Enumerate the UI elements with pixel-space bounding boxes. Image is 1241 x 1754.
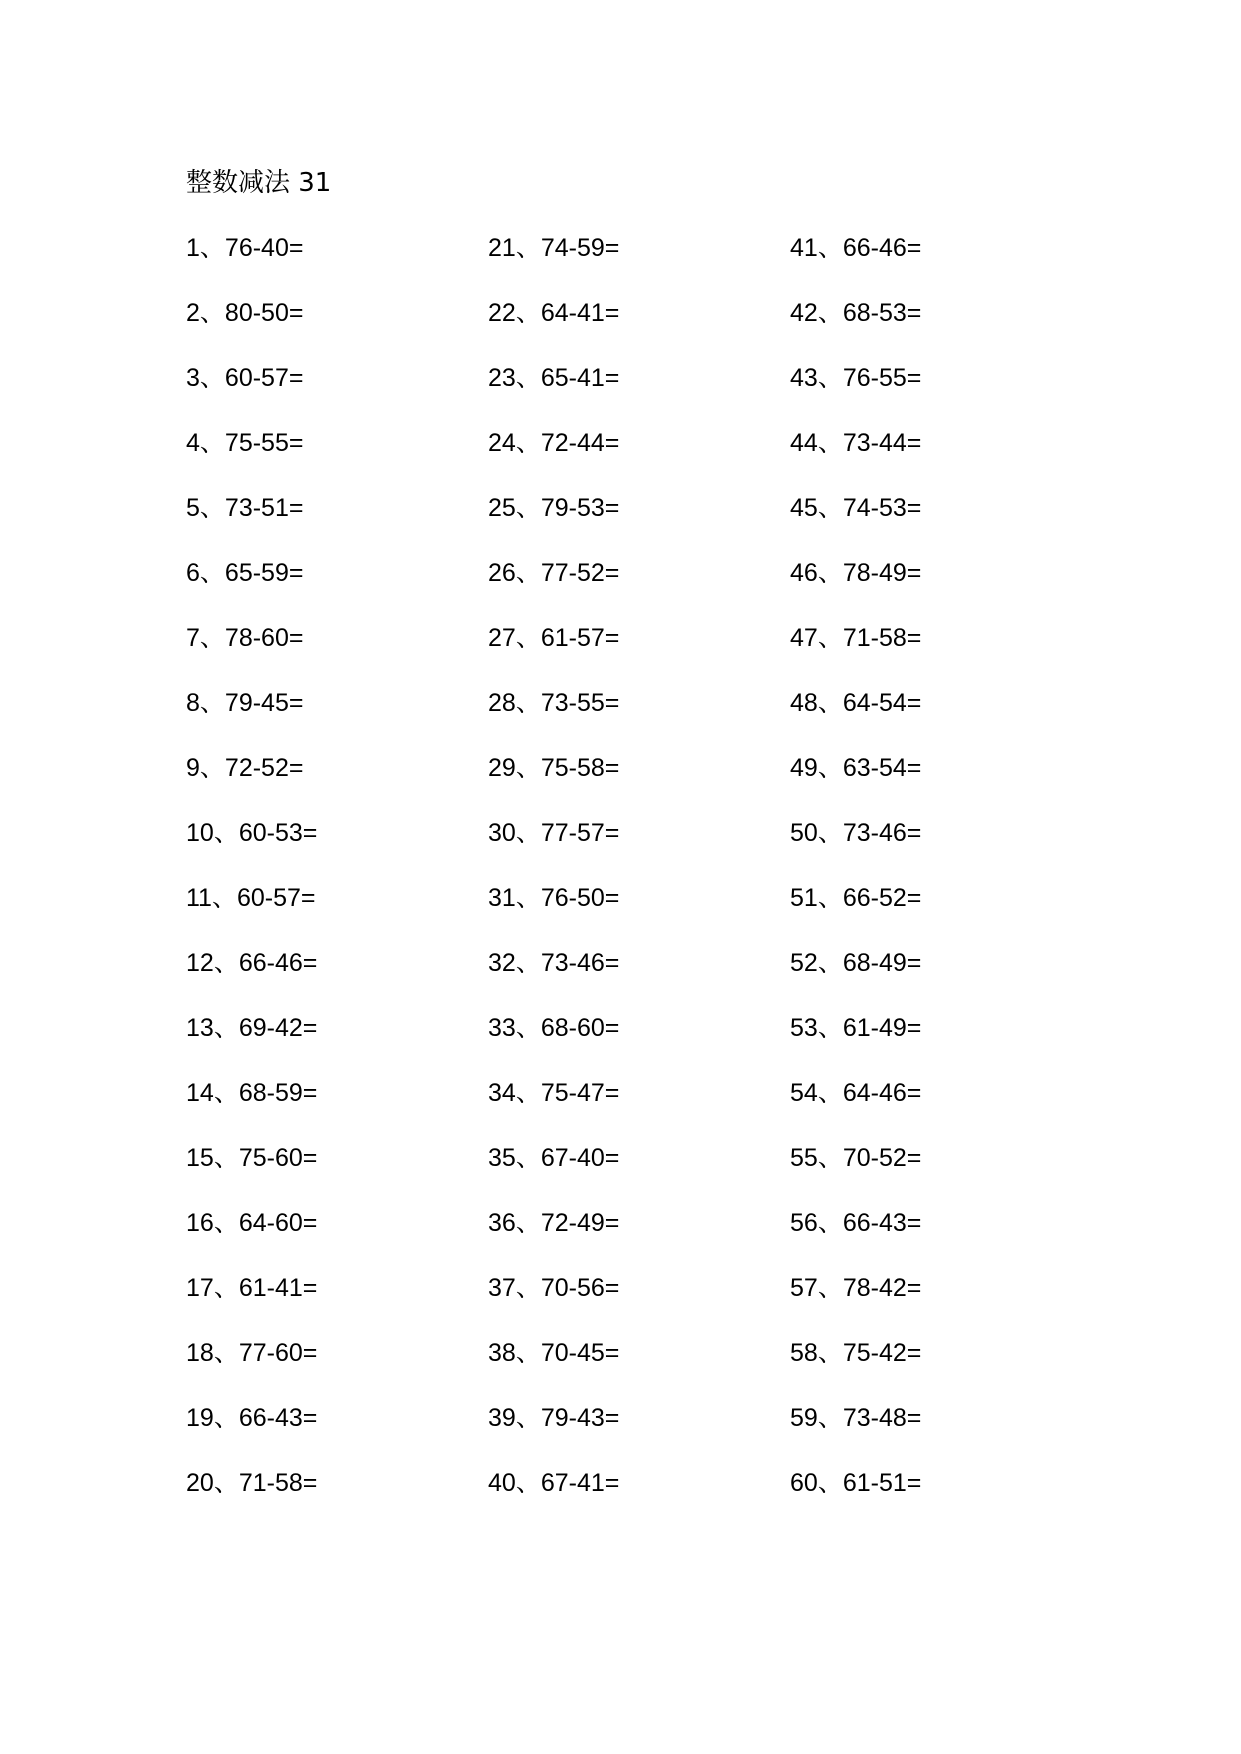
problem-separator: 、 [199, 233, 225, 262]
problem-expression: 66-46= [842, 234, 922, 262]
problem-number: 44 [790, 429, 818, 457]
problem-separator: 、 [515, 233, 541, 262]
problem-item [488, 750, 619, 786]
problem-number: 34 [488, 1079, 516, 1107]
problem-item [186, 815, 317, 851]
problem-item [790, 1270, 921, 1306]
problem-item [186, 1465, 317, 1501]
problem-expression: 63-54= [842, 754, 922, 782]
problem-separator: 、 [515, 1208, 541, 1237]
problem-number: 30 [488, 819, 516, 847]
problem-expression: 78-42= [842, 1274, 922, 1302]
problem-item [186, 1075, 317, 1111]
problem-separator: 、 [817, 1403, 843, 1432]
problem-item [186, 360, 303, 396]
problem-item [186, 1335, 317, 1371]
problem-expression: 68-49= [842, 949, 922, 977]
problem-number: 13 [186, 1014, 214, 1042]
problem-separator: 、 [213, 818, 239, 847]
problem-number: 58 [790, 1339, 818, 1367]
problem-expression: 64-46= [842, 1079, 922, 1107]
problem-item [488, 555, 619, 591]
problem-separator: 、 [199, 363, 225, 392]
problem-number: 1 [186, 234, 200, 262]
problem-number: 35 [488, 1144, 516, 1172]
problem-expression: 60-57= [224, 364, 304, 392]
problem-number: 54 [790, 1079, 818, 1107]
problem-expression: 75-60= [238, 1144, 318, 1172]
problem-expression: 74-59= [540, 234, 620, 262]
problem-item [790, 1075, 921, 1111]
problem-item [488, 620, 619, 656]
problem-item [488, 1270, 619, 1306]
problem-item [488, 425, 619, 461]
problem-number: 49 [790, 754, 818, 782]
problem-expression: 72-52= [224, 754, 304, 782]
problem-number: 23 [488, 364, 516, 392]
problem-number: 37 [488, 1274, 516, 1302]
problem-item [186, 555, 303, 591]
problem-number: 51 [790, 884, 818, 912]
problem-item [186, 295, 303, 331]
problem-number: 6 [186, 559, 200, 587]
problem-expression: 64-60= [238, 1209, 318, 1237]
problem-separator: 、 [817, 1208, 843, 1237]
problem-number: 22 [488, 299, 516, 327]
problem-number: 53 [790, 1014, 818, 1042]
problem-separator: 、 [213, 1013, 239, 1042]
problem-expression: 60-57= [236, 884, 316, 912]
problem-item [790, 1465, 921, 1501]
problem-separator: 、 [199, 493, 225, 522]
problem-expression: 75-58= [540, 754, 620, 782]
problem-separator: 、 [817, 753, 843, 782]
problem-separator: 、 [515, 1143, 541, 1172]
problem-expression: 68-60= [540, 1014, 620, 1042]
problem-number: 42 [790, 299, 818, 327]
problem-expression: 78-60= [224, 624, 304, 652]
problem-separator: 、 [213, 1208, 239, 1237]
problem-expression: 69-42= [238, 1014, 318, 1042]
problem-item [488, 880, 619, 916]
problem-separator: 、 [817, 1273, 843, 1302]
problem-expression: 64-41= [540, 299, 620, 327]
problem-separator: 、 [817, 558, 843, 587]
problem-item [488, 1400, 619, 1436]
problem-number: 59 [790, 1404, 818, 1432]
problem-expression: 61-49= [842, 1014, 922, 1042]
problem-number: 27 [488, 624, 516, 652]
problem-number: 32 [488, 949, 516, 977]
problem-number: 60 [790, 1469, 818, 1497]
problem-expression: 75-55= [224, 429, 304, 457]
problem-separator: 、 [515, 493, 541, 522]
problem-number: 36 [488, 1209, 516, 1237]
problem-expression: 68-53= [842, 299, 922, 327]
problem-number: 38 [488, 1339, 516, 1367]
problem-number: 45 [790, 494, 818, 522]
problem-expression: 73-44= [842, 429, 922, 457]
problem-separator: 、 [817, 363, 843, 392]
problem-expression: 67-41= [540, 1469, 620, 1497]
problem-separator: 、 [515, 948, 541, 977]
problem-separator: 、 [515, 688, 541, 717]
problem-expression: 79-53= [540, 494, 620, 522]
problem-expression: 61-51= [842, 1469, 922, 1497]
problem-expression: 72-44= [540, 429, 620, 457]
problem-item [790, 945, 921, 981]
problem-item [186, 945, 317, 981]
problem-item [186, 1010, 317, 1046]
problem-item [790, 360, 921, 396]
problem-expression: 76-55= [842, 364, 922, 392]
problem-number: 39 [488, 1404, 516, 1432]
problem-item [790, 1140, 921, 1176]
problem-item [186, 750, 303, 786]
problem-item [790, 1010, 921, 1046]
problem-separator: 、 [213, 1338, 239, 1367]
problem-number: 41 [790, 234, 818, 262]
problem-expression: 73-51= [224, 494, 304, 522]
problem-number: 43 [790, 364, 818, 392]
problem-separator: 、 [817, 1143, 843, 1172]
problem-item [488, 360, 619, 396]
problem-separator: 、 [817, 1468, 843, 1497]
problem-item [488, 1010, 619, 1046]
problem-separator: 、 [213, 1078, 239, 1107]
problem-item [488, 1205, 619, 1241]
problem-expression: 64-54= [842, 689, 922, 717]
problem-expression: 70-52= [842, 1144, 922, 1172]
problem-number: 9 [186, 754, 200, 782]
problem-item [790, 685, 921, 721]
problem-item [488, 1335, 619, 1371]
problem-item [790, 1205, 921, 1241]
problem-expression: 79-45= [224, 689, 304, 717]
problem-expression: 67-40= [540, 1144, 620, 1172]
problem-expression: 74-53= [842, 494, 922, 522]
problem-separator: 、 [213, 1273, 239, 1302]
problem-separator: 、 [211, 883, 237, 912]
problem-number: 19 [186, 1404, 214, 1432]
problem-expression: 72-49= [540, 1209, 620, 1237]
problem-expression: 60-53= [238, 819, 318, 847]
problem-expression: 77-52= [540, 559, 620, 587]
problem-number: 2 [186, 299, 200, 327]
problem-item [186, 425, 303, 461]
problem-separator: 、 [817, 1013, 843, 1042]
problem-expression: 61-41= [238, 1274, 318, 1302]
problem-number: 15 [186, 1144, 214, 1172]
problem-number: 29 [488, 754, 516, 782]
problem-item [186, 1205, 317, 1241]
problem-expression: 71-58= [238, 1469, 318, 1497]
problem-item [186, 230, 303, 266]
problem-item [186, 880, 316, 916]
problem-expression: 75-47= [540, 1079, 620, 1107]
problem-item [186, 1140, 317, 1176]
problem-item [790, 1400, 921, 1436]
problem-number: 50 [790, 819, 818, 847]
problem-separator: 、 [817, 1078, 843, 1107]
problem-item [790, 425, 921, 461]
problem-number: 48 [790, 689, 818, 717]
problem-number: 4 [186, 429, 200, 457]
problem-number: 40 [488, 1469, 516, 1497]
problem-expression: 66-43= [842, 1209, 922, 1237]
problem-separator: 、 [199, 558, 225, 587]
problem-expression: 77-60= [238, 1339, 318, 1367]
problem-number: 5 [186, 494, 200, 522]
problem-separator: 、 [199, 623, 225, 652]
problem-number: 8 [186, 689, 200, 717]
problem-expression: 78-49= [842, 559, 922, 587]
problem-separator: 、 [817, 883, 843, 912]
problem-expression: 73-48= [842, 1404, 922, 1432]
problem-number: 46 [790, 559, 818, 587]
problem-separator: 、 [817, 948, 843, 977]
problem-item [186, 490, 303, 526]
problem-expression: 73-55= [540, 689, 620, 717]
problem-separator: 、 [817, 623, 843, 652]
problem-expression: 66-52= [842, 884, 922, 912]
problem-expression: 76-40= [224, 234, 304, 262]
problem-expression: 79-43= [540, 1404, 620, 1432]
problem-expression: 68-59= [238, 1079, 318, 1107]
problem-number: 17 [186, 1274, 214, 1302]
problem-separator: 、 [515, 623, 541, 652]
problem-number: 47 [790, 624, 818, 652]
problem-separator: 、 [817, 428, 843, 457]
problem-item [488, 490, 619, 526]
problem-item [488, 945, 619, 981]
problem-expression: 73-46= [540, 949, 620, 977]
problem-separator: 、 [515, 1013, 541, 1042]
problem-number: 3 [186, 364, 200, 392]
problem-separator: 、 [817, 818, 843, 847]
problem-expression: 66-46= [238, 949, 318, 977]
problem-separator: 、 [213, 948, 239, 977]
problem-number: 52 [790, 949, 818, 977]
problem-expression: 65-41= [540, 364, 620, 392]
problem-number: 33 [488, 1014, 516, 1042]
problem-item [488, 1075, 619, 1111]
problem-separator: 、 [817, 493, 843, 522]
problem-item [790, 620, 921, 656]
problem-expression: 70-56= [540, 1274, 620, 1302]
problem-number: 10 [186, 819, 214, 847]
problem-number: 56 [790, 1209, 818, 1237]
problem-expression: 71-58= [842, 624, 922, 652]
problem-separator: 、 [515, 558, 541, 587]
problem-number: 11 [186, 884, 212, 912]
problem-item [790, 750, 921, 786]
problem-number: 7 [186, 624, 200, 652]
problem-separator: 、 [199, 298, 225, 327]
problem-separator: 、 [199, 688, 225, 717]
problem-expression: 61-57= [540, 624, 620, 652]
problem-separator: 、 [515, 298, 541, 327]
problem-separator: 、 [213, 1403, 239, 1432]
problem-separator: 、 [515, 1468, 541, 1497]
problem-expression: 66-43= [238, 1404, 318, 1432]
problem-item [790, 815, 921, 851]
problem-separator: 、 [515, 1338, 541, 1367]
problem-separator: 、 [817, 233, 843, 262]
problem-separator: 、 [817, 1338, 843, 1367]
problem-separator: 、 [817, 298, 843, 327]
problem-separator: 、 [817, 688, 843, 717]
problem-separator: 、 [515, 428, 541, 457]
problem-expression: 76-50= [540, 884, 620, 912]
problem-expression: 70-45= [540, 1339, 620, 1367]
problem-separator: 、 [515, 818, 541, 847]
problem-separator: 、 [199, 428, 225, 457]
problem-item [790, 1335, 921, 1371]
problem-number: 24 [488, 429, 516, 457]
problem-number: 31 [488, 884, 516, 912]
problem-number: 25 [488, 494, 516, 522]
problem-item [186, 1400, 317, 1436]
problem-number: 12 [186, 949, 214, 977]
problem-expression: 77-57= [540, 819, 620, 847]
problem-separator: 、 [515, 883, 541, 912]
problem-item [186, 620, 303, 656]
problem-item [790, 880, 921, 916]
problem-separator: 、 [213, 1468, 239, 1497]
problem-number: 16 [186, 1209, 214, 1237]
problem-expression: 80-50= [224, 299, 304, 327]
worksheet-title: 整数减法 31 [186, 168, 332, 198]
problem-item [790, 555, 921, 591]
problem-separator: 、 [515, 1273, 541, 1302]
problem-expression: 65-59= [224, 559, 304, 587]
problem-separator: 、 [515, 1403, 541, 1432]
problem-item [488, 295, 619, 331]
problem-number: 55 [790, 1144, 818, 1172]
problem-item [790, 230, 921, 266]
problem-number: 26 [488, 559, 516, 587]
problem-number: 18 [186, 1339, 214, 1367]
problem-item [790, 490, 921, 526]
problem-separator: 、 [199, 753, 225, 782]
problem-item [186, 1270, 317, 1306]
problem-expression: 73-46= [842, 819, 922, 847]
problem-separator: 、 [515, 1078, 541, 1107]
problem-separator: 、 [515, 363, 541, 392]
problem-number: 20 [186, 1469, 214, 1497]
problem-item [488, 230, 619, 266]
problem-item [488, 815, 619, 851]
problem-item [790, 295, 921, 331]
problem-item [186, 685, 303, 721]
problem-number: 57 [790, 1274, 818, 1302]
problem-expression: 75-42= [842, 1339, 922, 1367]
problem-number: 21 [488, 234, 516, 262]
problem-number: 28 [488, 689, 516, 717]
problem-separator: 、 [213, 1143, 239, 1172]
problem-item [488, 685, 619, 721]
problem-item [488, 1465, 619, 1501]
problem-item [488, 1140, 619, 1176]
problem-number: 14 [186, 1079, 214, 1107]
problem-separator: 、 [515, 753, 541, 782]
